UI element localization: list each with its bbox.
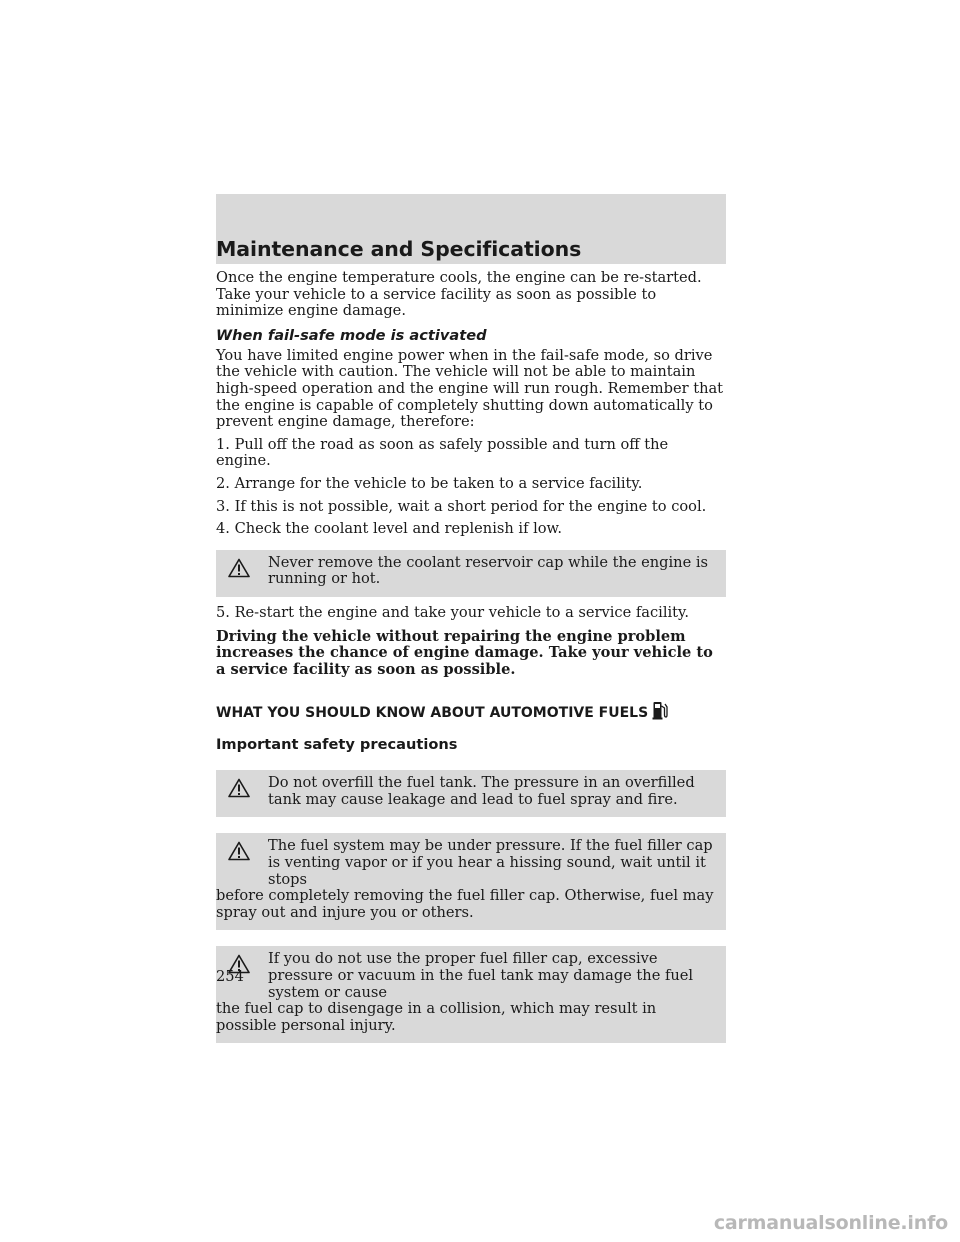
warning-triangle-icon	[228, 558, 250, 578]
step-item: 2. Arrange for the vehicle to be taken to a service facility.	[216, 474, 643, 492]
warning-box-filler-cap	[216, 946, 726, 1043]
fuels-subheading: Important safety precautions	[216, 736, 458, 754]
warning-text-continued: before completely removing the fuel filler cap. Otherwise, fuel may spray out and injure you or others.	[216, 887, 714, 921]
fuels-heading-text: WHAT YOU SHOULD KNOW ABOUT AUTOMOTIVE FUELS	[216, 705, 649, 722]
fuels-heading	[216, 700, 726, 722]
warning-triangle-icon	[228, 841, 250, 861]
warning-box-coolant	[216, 550, 726, 597]
step-item: 5. Re-start the engine and take your vehicle to a service facility.	[216, 603, 689, 621]
warning-box-overfill	[216, 770, 726, 817]
watermark-text: carmanualsonline.info	[713, 1212, 948, 1234]
fuel-pump-icon	[652, 700, 668, 720]
failsafe-paragraph: You have limited engine power when in the fail-safe mode, so drive the vehicle with caution. The vehicle will not be able to maintain high-speed operation and the engine will run rough. Remember that the engine is capable of completely shutting down automatically to prevent engine damage, therefore:	[216, 346, 724, 431]
warning-text: The fuel system may be under pressure. If the fuel filler cap is venting vapor or if you hear a hissing sound, wait until it stops	[268, 837, 713, 888]
bold-note: Driving the vehicle without repairing the engine problem increases the chance of engine damage. Take your vehicle to a service facility as soon as possible.	[216, 627, 713, 678]
intro-paragraph: Once the engine temperature cools, the engine can be re-started. Take your vehicle to a service facility as soon as possible to minimize engine damage.	[216, 269, 702, 320]
warning-text: If you do not use the proper fuel filler cap, excessive pressure or vacuum in the fuel tank may damage the fuel system or cause	[268, 950, 694, 1001]
warning-triangle-icon	[228, 778, 250, 798]
warning-box-pressure	[216, 833, 726, 930]
failsafe-heading: When fail-safe mode is activated	[216, 326, 487, 344]
page-number: 254	[216, 968, 244, 985]
section-title: Maintenance and Specifications	[216, 237, 582, 261]
step-item: 1. Pull off the road as soon as safely possible and turn off the engine.	[216, 435, 669, 470]
step-item: 3. If this is not possible, wait a short period for the engine to cool.	[216, 497, 707, 515]
section-header	[216, 194, 726, 264]
warning-text: Never remove the coolant reservoir cap while the engine is running or hot.	[268, 553, 709, 588]
manual-page	[216, 194, 726, 1043]
warning-text: Do not overfill the fuel tank. The pressure in an overfilled tank may cause leakage and lead to fuel spray and fire.	[268, 774, 695, 808]
warning-text-continued: the fuel cap to disengage in a collision, which may result in possible personal injury.	[216, 1000, 657, 1034]
step-item: 4. Check the coolant level and replenish if low.	[216, 520, 562, 538]
